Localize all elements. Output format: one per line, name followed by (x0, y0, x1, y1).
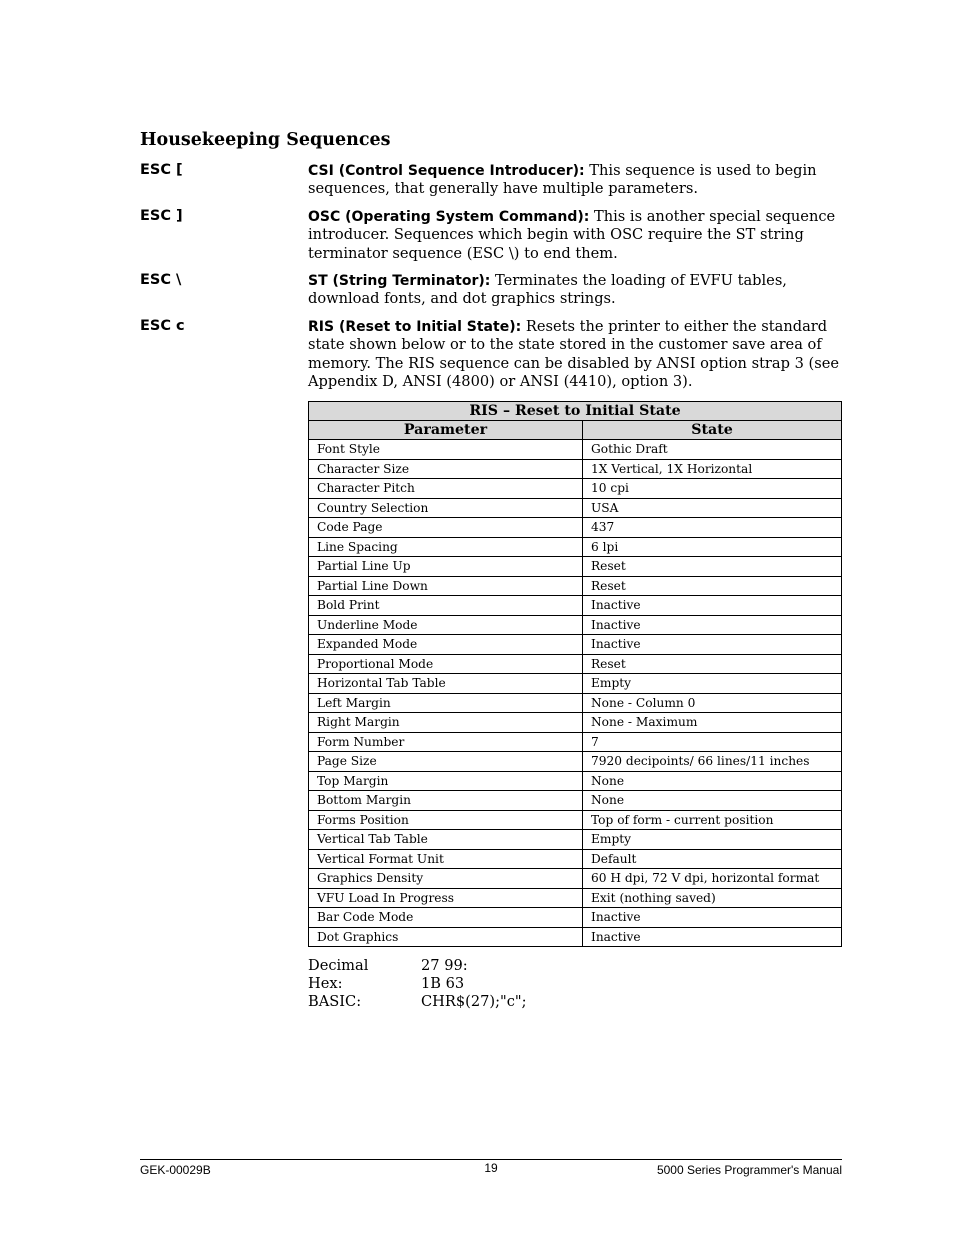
state-cell: None - Maximum (583, 713, 842, 733)
table-title-row (309, 402, 842, 421)
state-cell: 6 lpi (583, 537, 842, 557)
state-cell: Inactive (583, 635, 842, 655)
sequence-term: OSC (Operating System Command): (308, 209, 590, 225)
column-header-parameter: Parameter (309, 421, 583, 440)
state-cell: None (583, 771, 842, 791)
table-row (309, 927, 842, 947)
parameter-cell: Left Margin (309, 693, 583, 713)
table-row (309, 849, 842, 869)
state-cell: None - Column 0 (583, 693, 842, 713)
parameter-cell: Line Spacing (309, 537, 583, 557)
state-cell: Top of form - current position (583, 810, 842, 830)
table-row (309, 908, 842, 928)
table-header-row (309, 421, 842, 440)
table-row (309, 596, 842, 616)
state-cell: Default (583, 849, 842, 869)
state-cell: 10 cpi (583, 479, 842, 499)
state-cell: 1X Vertical, 1X Horizontal (583, 459, 842, 479)
state-cell: Reset (583, 576, 842, 596)
state-cell: Inactive (583, 615, 842, 635)
sequence-code: ESC ] (140, 208, 183, 224)
state-cell: Reset (583, 557, 842, 577)
parameter-cell: Character Pitch (309, 479, 583, 499)
state-cell: 7 (583, 732, 842, 752)
table-row (309, 713, 842, 733)
parameter-cell: Character Size (309, 459, 583, 479)
parameter-cell: Vertical Tab Table (309, 830, 583, 850)
parameter-cell: Underline Mode (309, 615, 583, 635)
code-value: CHR$(27);"c"; (421, 993, 527, 1010)
parameter-cell: VFU Load In Progress (309, 888, 583, 908)
table-row (309, 888, 842, 908)
sequence-text: This sequence is used to begin sequences, that generally have multiple parameters. (308, 162, 817, 198)
sequence-description (308, 162, 842, 199)
table-row (309, 537, 842, 557)
column-header-state: State (583, 421, 842, 440)
section-title: Housekeeping Sequences (140, 130, 391, 150)
sequence-text: Terminates the loading of EVFU tables, download fonts, and dot graphics strings. (308, 272, 787, 308)
parameter-cell: Bottom Margin (309, 791, 583, 811)
table-row (309, 830, 842, 850)
state-cell: Empty (583, 830, 842, 850)
sequence-text: Resets the printer to either the standard state shown below or to the state stored in the customer save area of memory. The RIS sequence can be disabled by ANSI option strap 3 (see Appendix D, ANSI (4800) or ANSI (4410), option 3). (308, 318, 839, 391)
state-cell: Inactive (583, 908, 842, 928)
state-cell: 7920 decipoints/ 66 lines/11 inches (583, 752, 842, 772)
parameter-cell: Page Size (309, 752, 583, 772)
state-cell: 60 H dpi, 72 V dpi, horizontal format (583, 869, 842, 889)
footer-document-number: GEK-00029B (140, 1163, 211, 1177)
parameter-cell: Top Margin (309, 771, 583, 791)
footer-manual-title: 5000 Series Programmer's Manual (656, 1163, 842, 1177)
table-row (309, 576, 842, 596)
table-row (309, 479, 842, 499)
table-row (309, 498, 842, 518)
table-row (309, 557, 842, 577)
table-row (309, 810, 842, 830)
parameter-cell: Forms Position (309, 810, 583, 830)
state-cell: USA (583, 498, 842, 518)
code-value: 1B 63 (421, 975, 465, 992)
sequence-term: RIS (Reset to Initial State): (308, 319, 522, 335)
sequence-code: ESC c (140, 318, 185, 334)
state-cell: Inactive (583, 927, 842, 947)
parameter-cell: Bold Print (309, 596, 583, 616)
sequence-term: ST (String Terminator): (308, 273, 491, 289)
footer-page-number: 19 (484, 1161, 498, 1175)
parameter-cell: Dot Graphics (309, 927, 583, 947)
table-row (309, 674, 842, 694)
parameter-cell: Partial Line Up (309, 557, 583, 577)
sequence-description (308, 272, 842, 309)
parameter-cell: Expanded Mode (309, 635, 583, 655)
table-row (309, 732, 842, 752)
state-cell: Inactive (583, 596, 842, 616)
table-row (309, 654, 842, 674)
parameter-cell: Code Page (309, 518, 583, 538)
table-row (309, 518, 842, 538)
sequence-term: CSI (Control Sequence Introducer): (308, 163, 585, 179)
table-row (309, 615, 842, 635)
state-cell: 437 (583, 518, 842, 538)
code-value: 27 99: (421, 957, 468, 974)
sequence-text: This is another special sequence introducer. Sequences which begin with OSC require the ST string terminator sequence (ESC \) to end them. (308, 208, 836, 262)
footer-divider (140, 1159, 842, 1160)
table-row (309, 869, 842, 889)
parameter-cell: Partial Line Down (309, 576, 583, 596)
state-cell: Reset (583, 654, 842, 674)
sequence-code: ESC \ (140, 272, 182, 288)
sequence-description (308, 208, 842, 263)
table-row (309, 771, 842, 791)
state-cell: Gothic Draft (583, 440, 842, 460)
parameter-cell: Proportional Mode (309, 654, 583, 674)
parameter-cell: Bar Code Mode (309, 908, 583, 928)
state-cell: None (583, 791, 842, 811)
table-row (309, 791, 842, 811)
parameter-cell: Vertical Format Unit (309, 849, 583, 869)
state-cell: Empty (583, 674, 842, 694)
state-cell: Exit (nothing saved) (583, 888, 842, 908)
parameter-cell: Font Style (309, 440, 583, 460)
code-label: BASIC: (308, 993, 362, 1010)
parameter-cell: Right Margin (309, 713, 583, 733)
table-row (309, 635, 842, 655)
parameter-cell: Form Number (309, 732, 583, 752)
table-row (309, 440, 842, 460)
table-row (309, 459, 842, 479)
table-body (309, 440, 842, 947)
code-label: Decimal (308, 957, 369, 974)
parameter-cell: Graphics Density (309, 869, 583, 889)
ris-table (308, 401, 842, 947)
sequence-code: ESC [ (140, 162, 183, 178)
sequence-description (308, 318, 842, 392)
code-label: Hex: (308, 975, 343, 992)
table-row (309, 752, 842, 772)
parameter-cell: Country Selection (309, 498, 583, 518)
table-row (309, 693, 842, 713)
table-title: RIS – Reset to Initial State (309, 402, 842, 421)
parameter-cell: Horizontal Tab Table (309, 674, 583, 694)
